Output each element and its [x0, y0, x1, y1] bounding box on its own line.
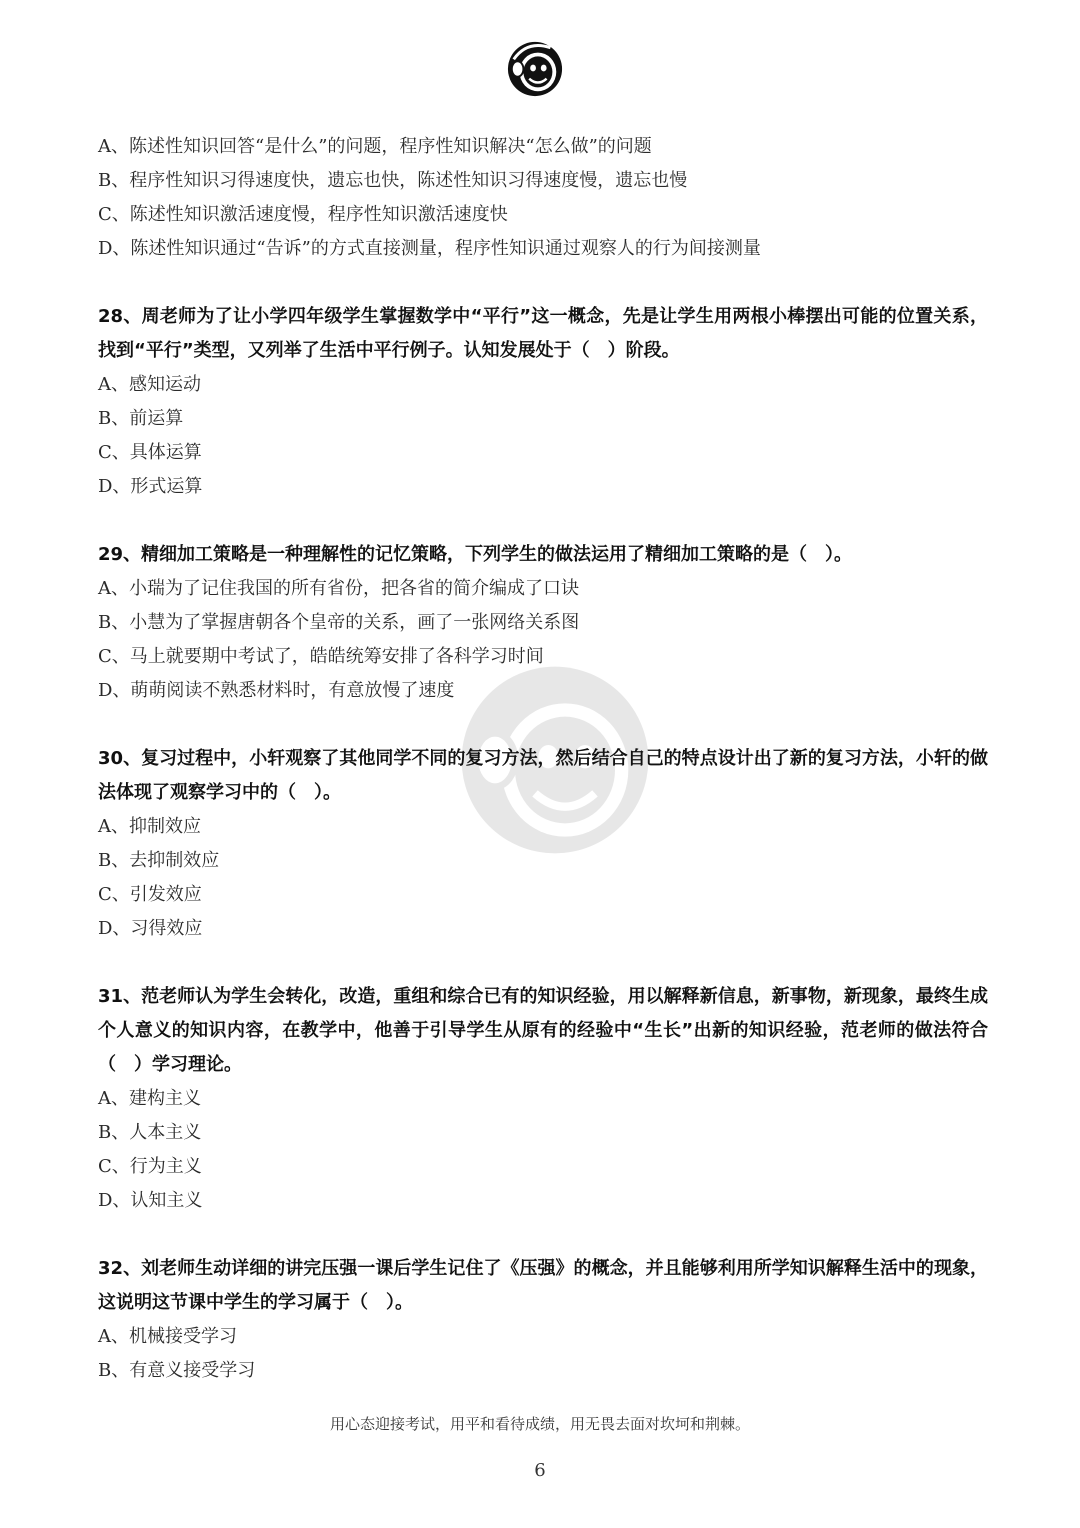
option-b: B、程序性知识习得速度快，遗忘也快，陈述性知识习得速度慢，遗忘也慢: [98, 170, 688, 191]
question-stem: 28、周老师为了让小学四年级学生掌握数学中“平行”这一概念，先是让学生用两根小棒摆出可能的位置关系，找到“平行”类型，又列举了生活中平行例子。认知发展处于（ ）阶段。: [98, 306, 988, 361]
option-a: A、抑制效应: [98, 816, 201, 837]
option-c: C、马上就要期中考试了，皓皓统筹安排了各科学习时间: [98, 646, 544, 667]
option-b: B、去抑制效应: [98, 850, 220, 871]
question-stem: 32、刘老师生动详细的讲完压强一课后学生记住了《压强》的概念，并且能够利用所学知识解释生活中的现象，这说明这节课中学生的学习属于（ ）。: [98, 1258, 988, 1313]
option-d: D、认知主义: [98, 1190, 203, 1211]
question-stem: 31、范老师认为学生会转化，改造，重组和综合已有的知识经验，用以解释新信息，新事物，新现象，最终生成个人意义的知识内容，在教学中，他善于引导学生从原有的经验中“生长”出新的知识经验，范老师的做法符合（ ）学习理论。: [98, 986, 988, 1075]
question-32: [98, 1252, 988, 1388]
monkey-mascot-icon: [506, 40, 564, 98]
option-c: C、行为主义: [98, 1156, 202, 1177]
page-number: 6: [534, 1460, 546, 1481]
option-d: D、萌萌阅读不熟悉材料时，有意放慢了速度: [98, 680, 455, 701]
option-a: A、建构主义: [98, 1088, 201, 1109]
option-d: D、陈述性知识通过“告诉”的方式直接测量，程序性知识通过观察人的行为间接测量: [98, 238, 761, 259]
option-a: A、感知运动: [98, 374, 201, 395]
option-d: D、习得效应: [98, 918, 203, 939]
option-b: B、小慧为了掌握唐朝各个皇帝的关系，画了一张网络关系图: [98, 612, 580, 633]
option-a: A、小瑞为了记住我国的所有省份，把各省的简介编成了口诀: [98, 578, 579, 599]
question-stem: 29、精细加工策略是一种理解性的记忆策略，下列学生的做法运用了精细加工策略的是（ ）。: [98, 544, 853, 565]
option-c: C、具体运算: [98, 442, 202, 463]
question-31: [98, 980, 988, 1218]
option-b: B、有意义接受学习: [98, 1360, 256, 1381]
option-a: A、陈述性知识回答“是什么”的问题，程序性知识解决“怎么做”的问题: [98, 136, 652, 157]
question-28: [98, 300, 988, 504]
option-a: A、机械接受学习: [98, 1326, 237, 1347]
option-b: B、前运算: [98, 408, 184, 429]
option-c: C、引发效应: [98, 884, 202, 905]
option-c: C、陈述性知识激活速度慢，程序性知识激活速度快: [98, 204, 508, 225]
question-stem: 30、复习过程中，小轩观察了其他同学不同的复习方法，然后结合自己的特点设计出了新的复习方法，小轩的做法体现了观察学习中的（ ）。: [98, 748, 988, 803]
question-30: [98, 742, 988, 946]
prev-question-options: [98, 130, 988, 266]
footer-motto: 用心态迎接考试，用平和看待成绩，用无畏去面对坎坷和荆棘。: [329, 1415, 750, 1433]
option-b: B、人本主义: [98, 1122, 202, 1143]
option-d: D、形式运算: [98, 476, 203, 497]
question-29: [98, 538, 988, 708]
question-list: [98, 130, 988, 1388]
